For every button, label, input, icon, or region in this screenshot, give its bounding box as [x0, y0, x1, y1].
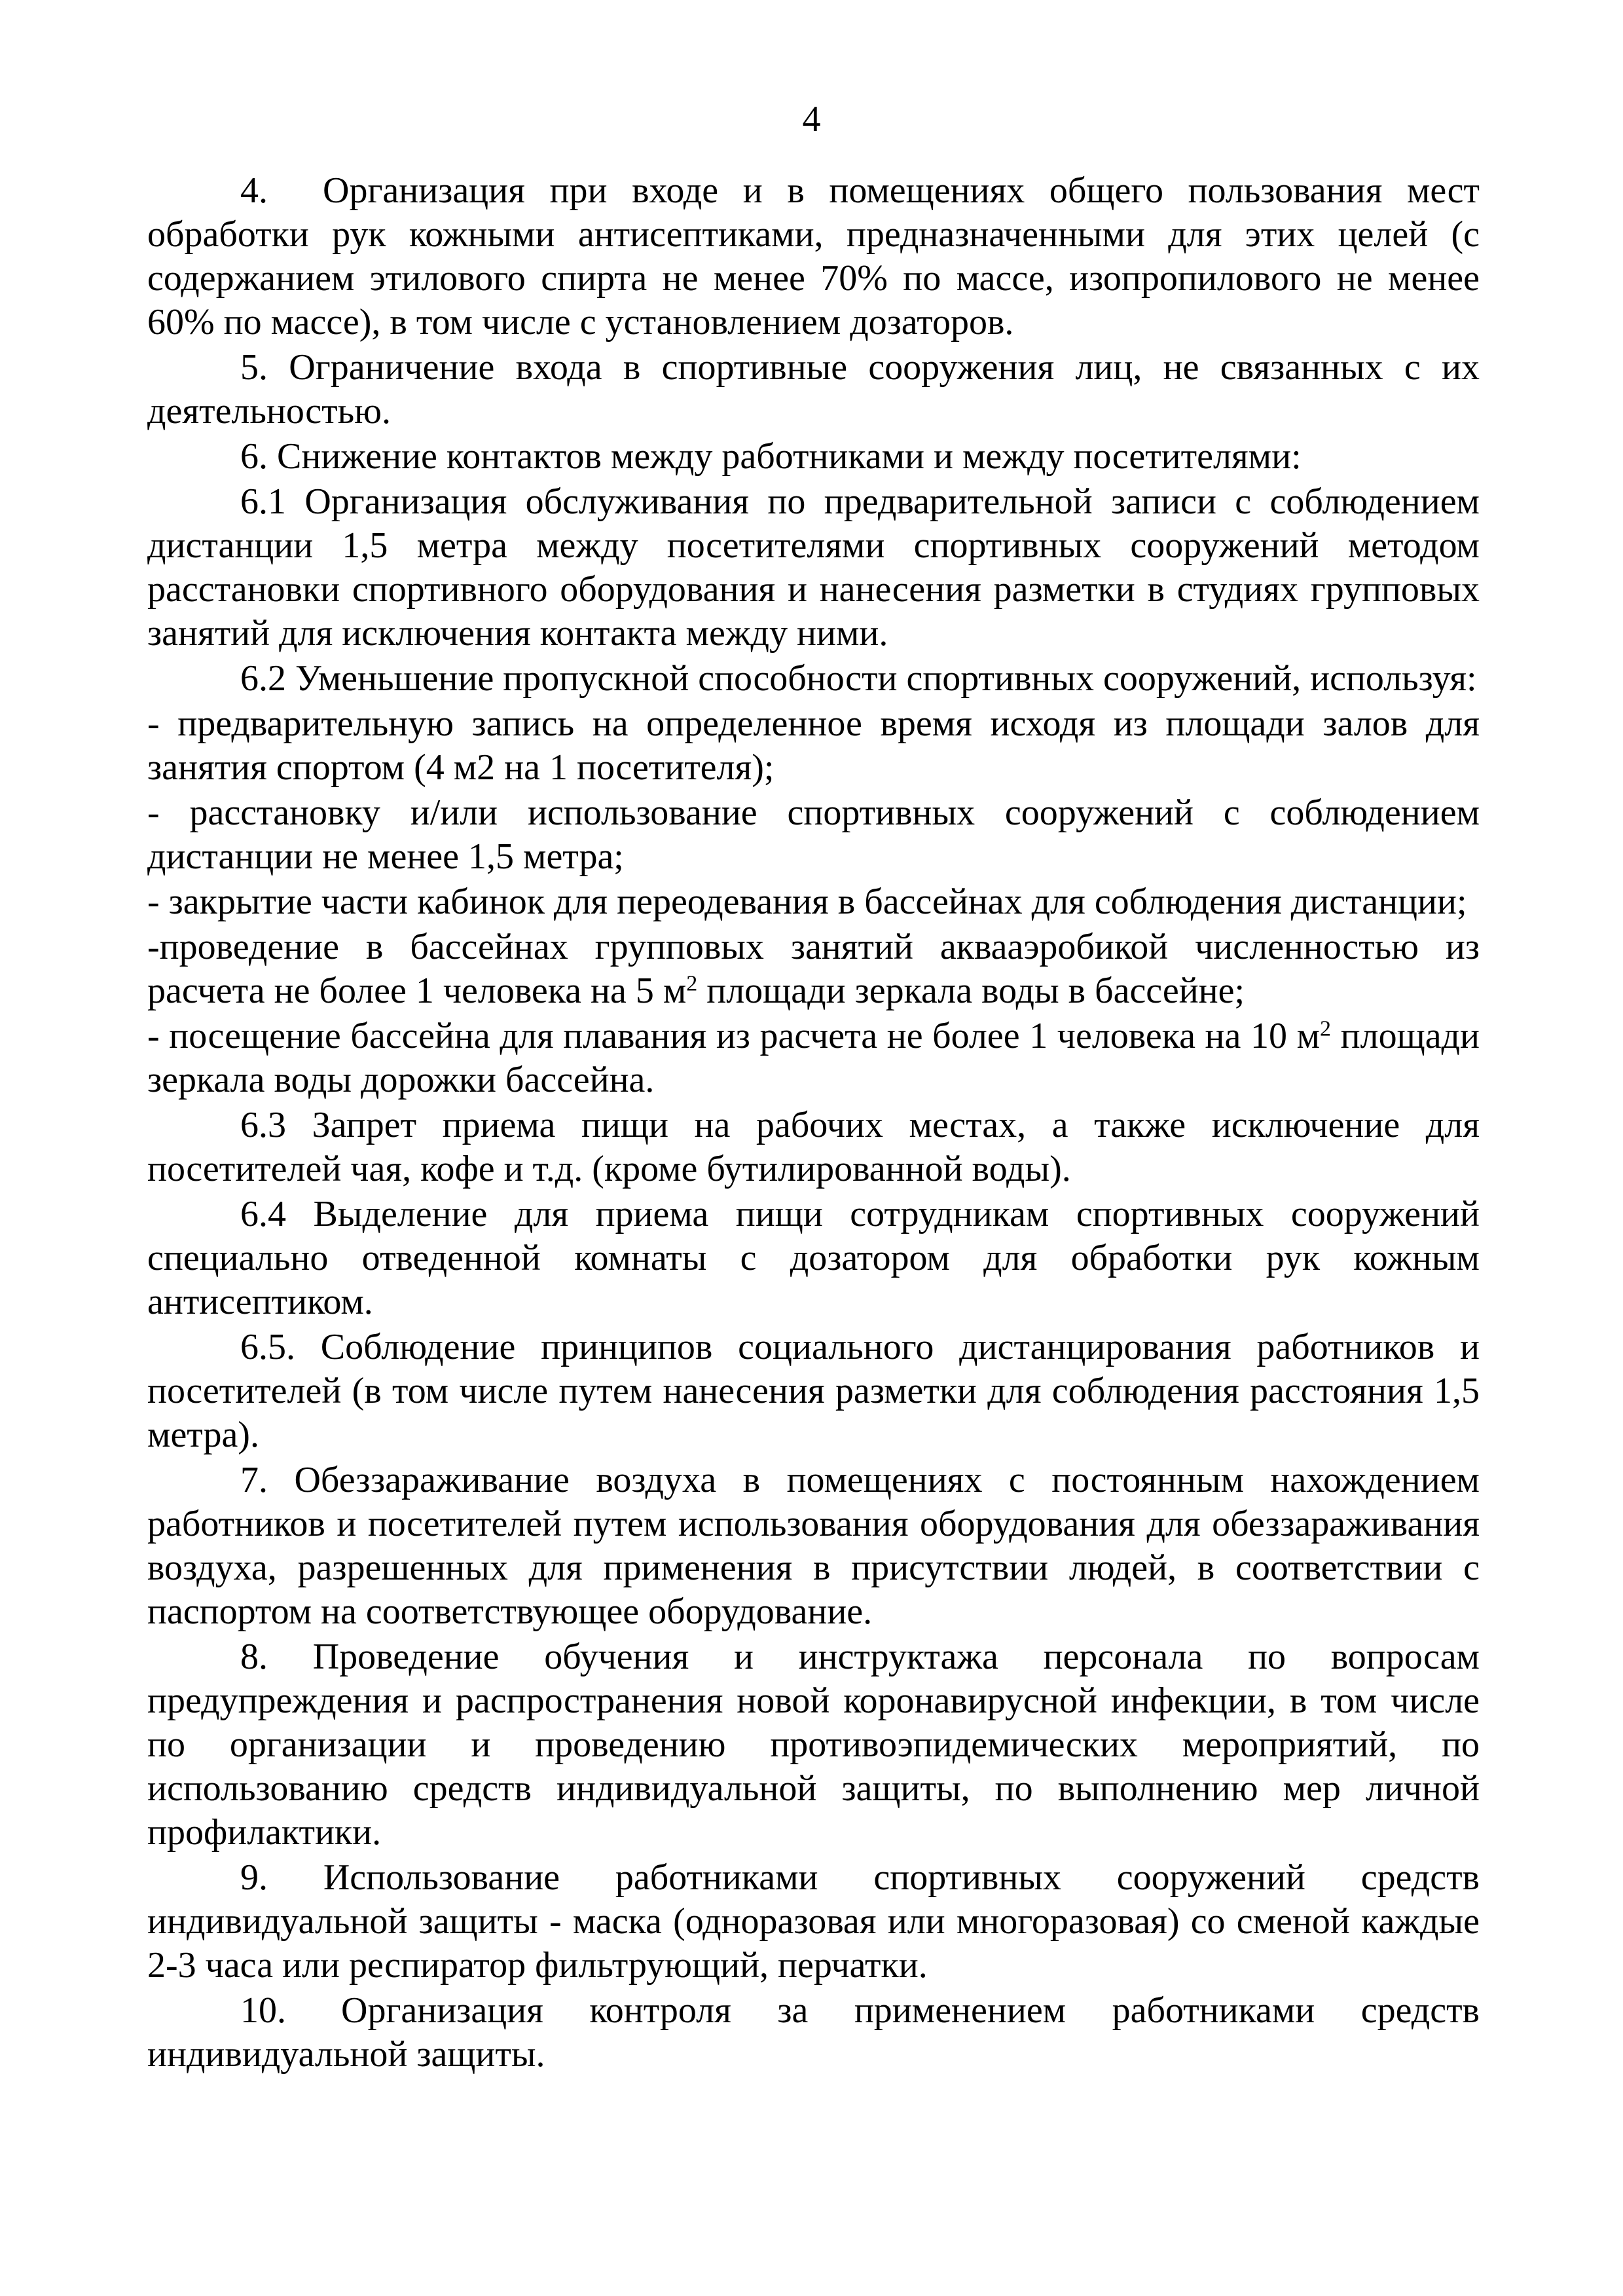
paragraph-6: 6. Снижение контактов между работниками и между посетителями: [240, 436, 1302, 477]
aquaaerobics-text-end: площади зеркала воды в бассейне; [697, 971, 1245, 1011]
paragraph-6-2: 6.2 Уменьшение пропускной способности спортивных сооружений, используя: [240, 658, 1477, 699]
swimming-text-end: площади зеркала воды дорожки бассейна. [147, 1016, 1480, 1100]
paragraph-7: 7. Обеззараживание воздуха в помещениях с постоянным нахождением работников и посетителей путем использования оборудования для обеззараживания воздуха, разрешенных для применения в присутствии людей, в соответствии с паспортом на соответствующее оборудование. [147, 1460, 1480, 1632]
paragraph-9: 9. Использование работниками спортивных сооружений средств индивидуальной защиты - маска (одноразовая или многоразовая) со сменой каждые 2-3 часа или респиратор фильтрующий, перчатки. [147, 1857, 1480, 1986]
paragraph-6-3: 6.3 Запрет приема пищи на рабочих местах, а также исключение для посетителей чая, кофе и т.д. (кроме бутилированной воды). [147, 1105, 1480, 1189]
superscript: 2 [686, 971, 698, 996]
list-item-swimming [147, 1014, 1480, 1102]
list-item-arrangement: - расстановку и/или использование спортивных сооружений с соблюдением дистанции не менее 1,5 метра; [147, 792, 1480, 877]
paragraph-6-4: 6.4 Выделение для приема пищи сотрудникам спортивных сооружений специально отведенной комнаты с дозатором для обработки рук кожным антисептиком. [147, 1194, 1480, 1322]
superscript: 2 [1320, 1016, 1332, 1041]
paragraph-4: 4. Организация при входе и в помещениях общего пользования мест обработки рук кожными антисептиками, предназначенными для этих целей (с содержанием этилового спирта не менее 70% по массе, изопропилового не менее 60% по массе), в том числе с установлением дозаторов. [147, 170, 1480, 343]
page-number: 4 [802, 99, 821, 139]
list-item-booking: - предварительную запись на определенное время исходя из площади залов для занятия спортом (4 м2 на 1 посетителя); [147, 703, 1480, 788]
aquaaerobics-text: -проведение в бассейнах групповых занятий аквааэробикой численностью из расчета не более 1 человека на 5 м [147, 927, 1480, 1011]
paragraph-5: 5. Ограничение входа в спортивные сооружения лиц, не связанных с их деятельностью. [147, 347, 1480, 432]
list-item-aquaaerobics [147, 925, 1480, 1013]
list-item-cabins: - закрытие части кабинок для переодевания в бассейнах для соблюдения дистанции; [147, 881, 1467, 922]
paragraph-8: 8. Проведение обучения и инструктажа персонала по вопросам предупреждения и распространения новой коронавирусной инфекции, в том числе по организации и проведению противоэпидемических мероприятий, по использованию средств индивидуальной защиты, по выполнению мер личной профилактики. [147, 1637, 1480, 1853]
document-body [147, 169, 1480, 2077]
paragraph-10: 10. Организация контроля за применением работниками средств индивидуальной защиты. [147, 1990, 1480, 2075]
paragraph-6-1: 6.1 Организация обслуживания по предварительной записи с соблюдением дистанции 1,5 метра между посетителями спортивных сооружений методом расстановки спортивного оборудования и нанесения разметки в студиях групповых занятий для исключения контакта между ними. [147, 481, 1480, 654]
swimming-text: - посещение бассейна для плавания из расчета не более 1 человека на 10 м [147, 1016, 1321, 1056]
paragraph-6-5: 6.5. Соблюдение принципов социального дистанцирования работников и посетителей (в том числе путем нанесения разметки для соблюдения расстояния 1,5 метра). [147, 1327, 1480, 1455]
